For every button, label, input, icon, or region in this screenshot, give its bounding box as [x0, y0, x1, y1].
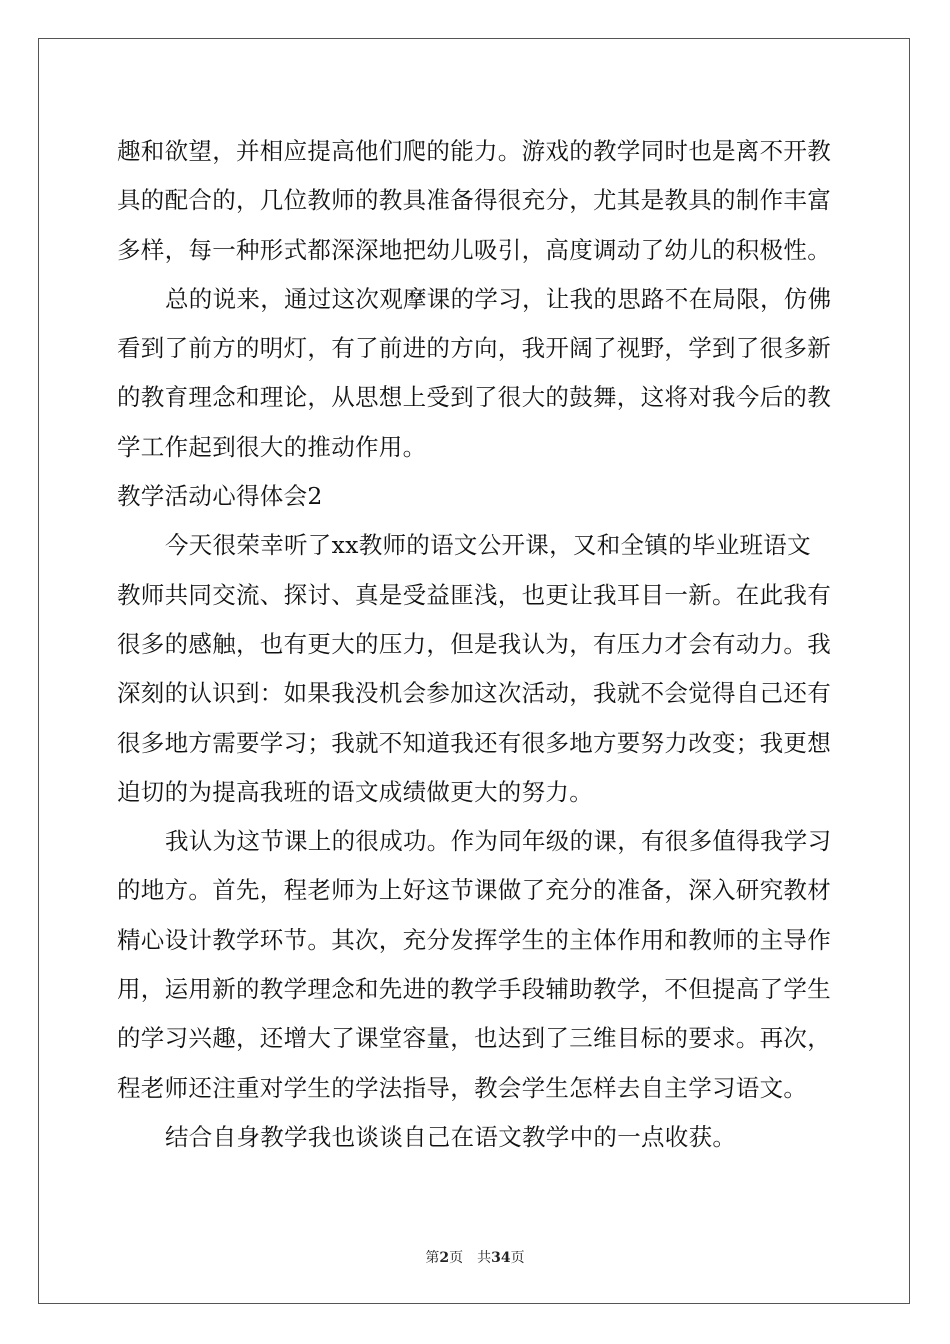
- text-line: 迫切的为提高我班的语文成绩做更大的努力。: [117, 777, 593, 806]
- text-line: 程老师还注重对学生的学法指导，教会学生怎样去自主学习语文。: [117, 1073, 808, 1102]
- section-heading: [117, 472, 837, 521]
- text-line: 我认为这节课上的很成功。作为同年级的课，有很多值得我学习: [165, 827, 832, 856]
- document-body: [117, 127, 837, 1162]
- page-footer: [0, 1247, 950, 1267]
- text-line: 的地方。首先，程老师为上好这节课做了充分的准备，深入研究教材: [117, 876, 831, 905]
- paragraph: [117, 521, 837, 817]
- text-line: 趣和欲望，并相应提高他们爬的能力。游戏的教学同时也是离不开教: [117, 137, 831, 165]
- text-line: 具的配合的，几位教师的教具准备得很充分，尤其是教具的制作丰富: [117, 186, 831, 215]
- paragraph: [117, 1113, 837, 1162]
- text-line: 总的说来，通过这次观摩课的学习，让我的思路不在局限，仿佛: [165, 284, 832, 313]
- total-suffix: 页: [510, 1250, 525, 1266]
- paragraph: [117, 127, 837, 275]
- text-line: 教师共同交流、探讨、真是受益匪浅，也更让我耳目一新。在此我有: [117, 580, 831, 609]
- text-line: 今天很荣幸听了xx教师的语文公开课，又和全镇的毕业班语文: [165, 531, 811, 560]
- page-number: 2: [439, 1250, 450, 1266]
- text-line: 很多地方需要学习；我就不知道我还有很多地方要努力改变；我更想: [117, 728, 831, 757]
- paragraph: [117, 817, 837, 1113]
- heading-text: 教学活动心得体会2: [117, 482, 323, 511]
- text-line: 学工作起到很大的推动作用。: [117, 432, 427, 461]
- total-prefix: 共: [477, 1250, 492, 1266]
- page-suffix: 页: [449, 1250, 464, 1266]
- text-line: 看到了前方的明灯，有了前进的方向，我开阔了视野，学到了很多新: [117, 334, 831, 363]
- page-prefix: 第: [425, 1250, 440, 1266]
- total-pages: 34: [491, 1250, 511, 1266]
- text-line: 用，运用新的教学理念和先进的教学手段辅助教学，不但提高了学生: [117, 975, 831, 1004]
- text-line: 结合自身教学我也谈谈自己在语文教学中的一点收获。: [165, 1122, 737, 1151]
- paragraph: [117, 275, 837, 472]
- text-line: 的教育理念和理论，从思想上受到了很大的鼓舞，这将对我今后的教: [117, 383, 831, 412]
- text-line: 精心设计教学环节。其次，充分发挥学生的主体作用和教师的主导作: [117, 925, 831, 954]
- text-line: 很多的感触，也有更大的压力，但是我认为，有压力才会有动力。我: [117, 629, 831, 658]
- text-line: 的学习兴趣，还增大了课堂容量，也达到了三维目标的要求。再次，: [117, 1024, 831, 1053]
- text-line: 多样，每一种形式都深深地把幼儿吸引，高度调动了幼儿的积极性。: [117, 235, 831, 264]
- text-line: 深刻的认识到：如果我没机会参加这次活动，我就不会觉得自己还有: [117, 679, 831, 708]
